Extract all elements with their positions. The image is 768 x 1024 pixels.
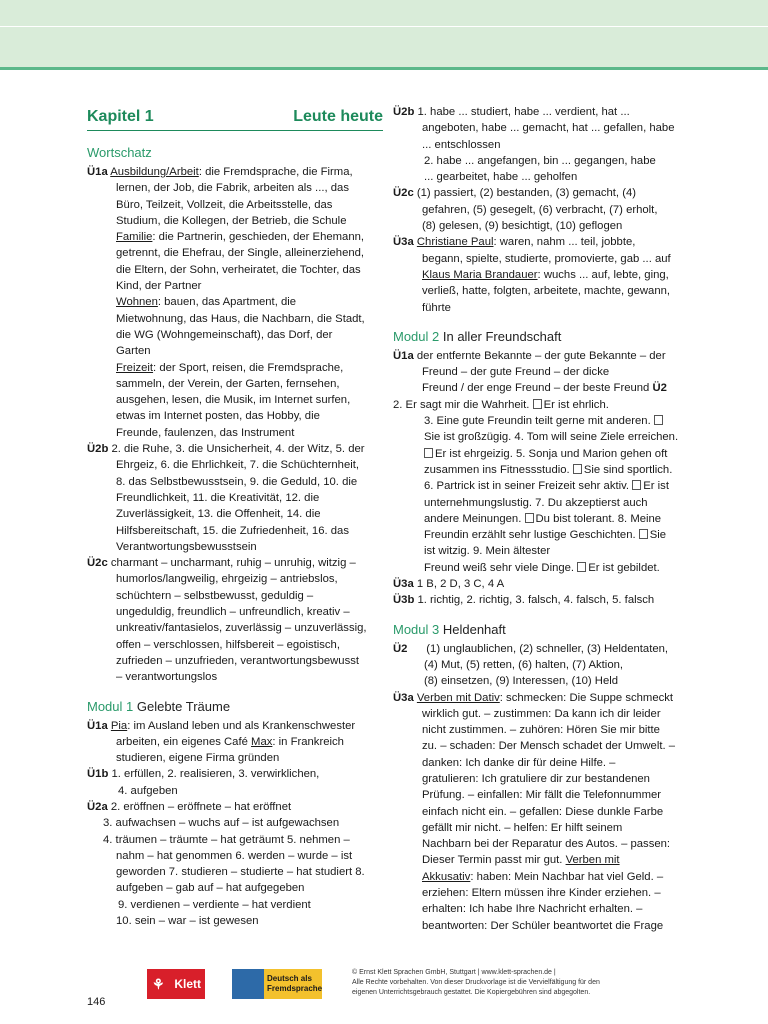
arrow-box-icon [639,529,648,539]
text-line: Sie [649,529,667,542]
text-line: Verantwortungsbewusstsein [116,540,257,553]
text-line: 8. das Selbstbewusstsein, 9. die Geduld, 10. die [116,475,358,488]
text-line: gefahren, (5) gesegelt, (6) verbracht, (7) erholt, [422,203,658,216]
modul-number: Modul 3 [393,621,440,637]
text-line: (1) passiert, (2) bestanden, (3) gemacht, (4) [416,187,637,200]
text-line: ... entschlossen [422,138,501,151]
topic-familie: Familie [116,231,153,244]
text-line: : in Frankreich [272,735,344,748]
text-line: Nachbarn bei der Reparatur des Autos. – passen: [422,838,671,851]
daf-logo [232,969,322,999]
exercise-label: Ü2 [393,642,408,655]
topic-text: : die Partnerin, geschieden, der Ehemann, [152,231,365,244]
text-line: aufgeben – gab auf – hat aufgegeben [116,882,305,895]
modul-title: Gelebte Träume [133,698,231,714]
text-line: Büro, Teilzeit, Vollzeit, die Arbeitsstelle, das [116,198,333,211]
text-line: Zuverlässigkeit, 13. die Offenheit, 14. die [116,508,321,521]
exercise-u3b-modul2 [393,592,693,608]
text-line: 1. habe ... studiert, habe ... verdient, hat ... [417,106,630,118]
text-line: gefällt mir nicht. – helfen: Er hilft seinem [422,821,623,834]
exercise-label: Ü2 [652,382,667,395]
text-line: etwas im Internet posten, das Hobby, die [116,410,320,423]
text-line: verließ, hatte, folgten, arbeitete, machte, gewann, [422,285,671,298]
text-line: erhalten: Ich habe Ihre Nachricht erhalten. – [422,903,643,916]
exercise-label: Ü2b [393,106,415,118]
text-line: (8) gelesen, (9) besichtigt, (10) geflogen [422,220,623,233]
text-line: : haben: Mein Nachbar hat viel Geld. – [470,870,664,883]
text-line: Du bist tolerant. 8. Meine [535,512,662,525]
exercise-label: Ü2c [87,557,108,570]
modul-title: In aller Freundschaft [439,328,562,344]
text-line: 2. habe ... angefangen, bin ... gegangen, habe [424,154,656,167]
text-line: 1 B, 2 D, 3 C, 4 A [416,578,505,591]
text-line: zu. – schaden: Der Mensch schadet der Umwelt. – [422,740,676,753]
name-max: Max [251,735,273,748]
text-line: angeboten, habe ... gemacht, hat ... gefallen, habe [422,122,675,135]
text-line: ist witzig. 9. Mein ältester [424,545,551,558]
text-line: geworden 7. studieren – studierte – hat studiert 8. [116,866,365,879]
text-line: unkreativ/fantasielos, zuverlässig – unzuverlässig, [116,622,367,635]
topic-ausbildung: Ausbildung/Arbeit [110,166,199,178]
header-divider [0,26,768,27]
daf-logo-text: Deutsch als Fremdsprache [264,969,322,999]
text-line: Er ist ehrlich. [543,398,609,411]
text-line: 6. Partrick ist in seiner Freizeit sehr aktiv. [424,480,633,493]
exercise-label: Ü3a [393,578,414,591]
text-line: 4. aufgeben [118,784,178,797]
exercise-u1a-modul2 [393,348,693,397]
section-wortschatz: Wortschatz [87,145,152,160]
name-pia: Pia [110,719,128,732]
text-line: 1. richtig, 2. richtig, 3. falsch, 4. falsch, 5. falsch [417,594,655,607]
text-line: nahm – hat genommen 6. werden – wurde – ist [116,849,353,862]
exercise-label: Ü3a [393,236,414,249]
text-line: zufrieden – unzufrieden, verantwortungsbewusst [116,654,360,667]
chapter-heading [87,104,383,131]
section-modul3 [393,621,693,639]
exercise-label: Ü1b [87,768,109,781]
text-line: Freund weiß sehr viele Dinge. [424,561,578,574]
exercise-label: Ü3b [393,594,415,607]
arrow-box-icon [573,464,582,474]
text-line: Kind, der Partner [116,280,202,293]
text-line: Er ist gebildet. [588,561,660,574]
text-line: 9. verdienen – verdiente – hat verdient [118,898,311,911]
text-line: der entfernte Bekannte – der gute Bekannte – der [416,349,666,362]
arrow-box-icon [654,415,663,425]
text-line: lernen, der Job, die Fabrik, arbeiten als ..., das [116,182,349,195]
text-line: Freund / der enge Freund – der beste Freund [422,382,653,395]
topic-freizeit: Freizeit [116,361,154,374]
header-band [0,0,768,70]
chapter-subtitle: Leute heute [293,108,383,125]
exercise-u1b-modul1 [87,766,383,799]
exercise-u2a-modul1 [87,799,383,929]
text-line: zusammen ins Fitnessstudio. [424,463,573,476]
topic-wohnen: Wohnen [116,296,158,309]
text-line: 4. träumen – träumte – hat geträumt 5. nehmen – [103,833,350,846]
exercise-u2-modul2 [393,397,693,576]
topic-verben-mit-akkusativ: Verben mit [565,854,620,867]
text-line: nicht zustimmen. – zuhören: Hören Sie mir bitte [422,724,660,737]
text-line: 10. sein – war – ist gewesen [116,915,259,928]
text-line: danken: Ich danke dir für deine Hilfe. – [422,756,616,769]
copyright-notice [352,968,642,998]
text-line: Er ist ehrgeizig. 5. Sonja und Marion gehen oft [435,447,668,460]
exercise-label: Ü1a [393,349,414,362]
exercise-u3a-modul3 [393,690,693,934]
text-line: erziehen: Eltern müssen ihre Kinder erziehen. – [422,887,661,900]
left-column [87,104,383,929]
text-line: unternehmungslustig. 7. Du akzeptierst auch [424,496,648,509]
exercise-u1a-modul1 [87,718,383,767]
text-line: wirklich gut. – zustimmen: Da kann ich dir leider [422,707,661,720]
text-line: – verantwortungslos [116,671,218,684]
arrow-box-icon [424,448,433,458]
text-line: Mietwohnung, das Haus, die Nachbarn, die Stadt, [116,312,365,325]
text-line: schüchtern – selbstbewusst, geduldig – [116,589,314,602]
text-line: Sie sind sportlich. [583,463,673,476]
text-line: Freundin erzählt sehr lustige Geschichten. [424,529,639,542]
modul-number: Modul 1 [87,698,134,714]
text-line: beantworten: Der Schüler beantwortet die Frage [422,919,664,932]
exercise-u2c-right [393,185,693,234]
exercise-u1a-wortschatz [87,164,383,441]
text-line: : waren, nahm ... teil, jobbte, [493,236,636,249]
text-line: arbeiten, ein eigenes Café [116,735,252,748]
exercise-u2b-wortschatz [87,441,383,555]
exercise-label: Ü1a [87,166,108,178]
exercise-u2b-right [393,104,693,185]
arrow-box-icon [632,480,641,490]
text-line: ungeduldig, freundlich – unfreundlich, kreativ – [116,606,350,619]
text-line: 1. erfüllen, 2. realisieren, 3. verwirklichen, [111,768,320,781]
text-line: Er ist [643,480,669,493]
arrow-box-icon [533,399,542,409]
text-line: ausgehen, lesen, die Musik, im Internet surfen, [116,394,351,407]
text-line: studieren, eigene Firma gründen [116,752,280,765]
text-line: (8) einsetzen, (9) Interessen, (10) Held [424,675,619,688]
text-line: 2. Er sagt mir die Wahrheit. [393,398,533,411]
topic-akkusativ: Akkusativ [422,870,471,883]
text-line: führte [422,301,451,314]
exercise-u2-modul3 [393,641,693,690]
topic-text: : die Fremdsprache, die Firma, [198,166,353,178]
text-line: getrennt, die Ehefrau, der Single, alleinerziehend, [116,247,365,260]
exercise-label: Ü2b [87,443,109,456]
text-line: 3. aufwachsen – wuchs auf – ist aufgewachsen [103,817,340,830]
text-line: gratulieren: Ich gratuliere dir zur bestandenen [422,772,650,785]
klett-logo [147,969,205,999]
arrow-box-icon [577,562,586,572]
text-line: : schmecken: Die Suppe schmeckt [499,691,674,704]
exercise-label: Ü3a [393,691,414,704]
text-line: Ehrgeiz, 6. die Ehrlichkeit, 7. die Schüchternheit, [116,459,360,472]
text-line: Freundlichkeit, 11. die Kreativität, 12. die [116,491,320,504]
name-christiane-paul: Christiane Paul [416,236,494,249]
text-line: Hilfsbereitschaft, 15. die Zufriedenheit, 16. das [116,524,349,537]
text-line: Studium, die Kollegen, der Betrieb, die Schule [116,214,347,227]
text-line: humorlos/langweilig, ehrgeizig – antriebslos, [116,573,338,586]
text-line: Sie ist großzügig. 4. Tom will seine Ziele erreichen. [424,431,679,444]
text-line: Prüfung. – einfallen: Mir fällt die Telefonnummer [422,789,662,802]
text-line: begann, spielte, studierte, promovierte, gab ... auf [422,252,671,265]
text-line: ... gearbeitet, habe ... geholfen [424,171,578,184]
klett-logo-text: Klett [174,977,201,991]
text-line: 2. die Ruhe, 3. die Unsicherheit, 4. der Witz, 5. der [111,443,365,456]
text-line: die WG (Wohngemeinschaft), das Dorf, der [116,328,333,341]
text-line: 3. Eine gute Freundin teilt gerne mit anderen. [424,415,654,428]
topic-verben-mit-dativ: Verben mit Dativ [416,691,500,704]
text-line: Dieser Termin passt mir gut. [422,854,566,867]
arrow-box-icon [525,513,534,523]
text-line: offen – verschlossen, hilfsbereit – egoistisch, [116,638,340,651]
name-klaus-maria-brandauer: Klaus Maria Brandauer [422,268,538,281]
modul-number: Modul 2 [393,328,440,344]
copyright-line: Alle Rechte vorbehalten. Von dieser Druckvorlage ist die Vervielfältigung für den [352,979,600,986]
klett-mark-icon: ⚘ [152,976,165,992]
text-line: charmant – uncharmant, ruhig – unruhig, witzig – [110,557,356,570]
exercise-label: Ü1a [87,719,108,732]
exercise-u3a-modul2 [393,576,693,592]
copyright-line: © Ernst Klett Sprachen GmbH, Stuttgart | www.klett-sprachen.de | [352,969,556,976]
section-modul2 [393,328,693,346]
chapter-title: Kapitel 1 [87,108,154,125]
text-line: Garten [116,345,151,358]
page-number: 146 [87,996,106,1008]
exercise-label: Ü2a [87,800,108,813]
text-line: 2. eröffnen – eröffnete – hat eröffnet [110,800,292,813]
topic-text: : bauen, das Apartment, die [157,296,297,309]
text-line: (4) Mut, (5) retten, (6) halten, (7) Aktion, [424,658,624,671]
text-line: Freunde, faulenzen, das Instrument [116,426,295,439]
text-line: (1) unglaublichen, (2) schneller, (3) Heldentaten, [407,642,669,655]
text-line: Freund – der gute Freund – der dicke [422,366,610,379]
exercise-u2c-wortschatz [87,555,383,685]
topic-text: : der Sport, reisen, die Fremdsprache, [153,361,344,374]
text-line: einfach nicht ein. – gefallen: Diese dunkle Farbe [422,805,664,818]
exercise-u3a-right [393,234,693,315]
section-modul1 [87,698,383,716]
exercise-label: Ü2c [393,187,414,200]
right-column [393,104,693,934]
text-line: andere Meinungen. [424,512,525,525]
text-line: sammeln, der Verein, der Garten, fernsehen, [116,377,340,390]
text-line: die Eltern, der Sohn, verheiratet, die Tochter, das [116,263,361,276]
text-line: : im Ausland leben und als Krankenschwester [127,719,356,732]
copyright-line: eigenen Unterrichtsgebrauch gestattet. Die Kopiergebühren sind abgegolten. [352,989,591,996]
modul-title: Heldenhaft [439,621,506,637]
text-line: : wuchs ... auf, lebte, ging, [537,268,669,281]
